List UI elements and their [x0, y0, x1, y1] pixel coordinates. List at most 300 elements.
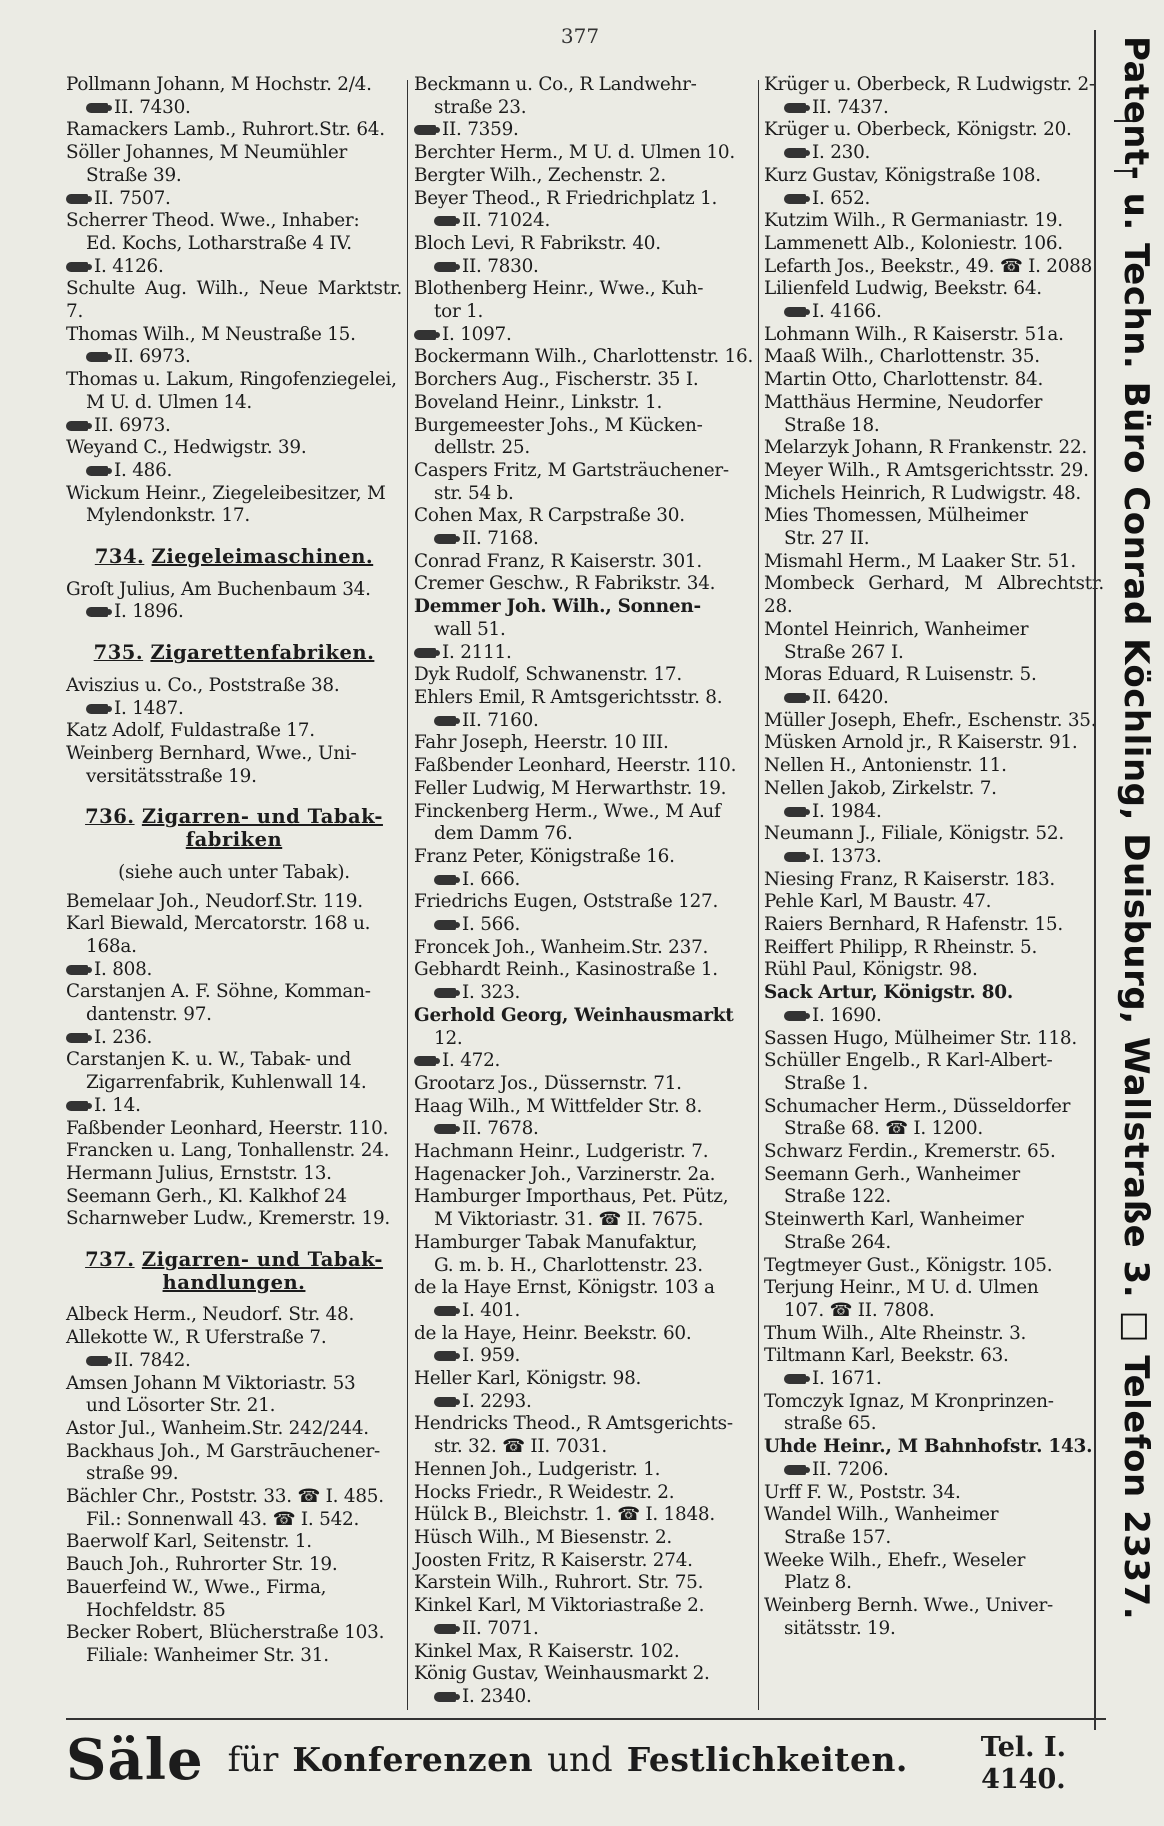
entry-continuation: [764, 1368, 1104, 1391]
phone-number: I. 401.: [462, 1299, 521, 1321]
telephone-icon: [66, 421, 88, 431]
entry-line: Weeke Wilh., Ehefr., Weseler: [764, 1549, 1026, 1571]
entry-line: Wandel Wilh., Wanheimer: [764, 1504, 999, 1526]
entry-line: Hüsch Wilh., M Biesenstr. 2.: [414, 1527, 672, 1548]
entry-line: Groſt Julius, Am Buchenbaum 34.: [66, 578, 371, 600]
entry-continuation: [764, 687, 1104, 710]
directory-entry: [764, 891, 1104, 914]
directory-entry: [414, 1141, 756, 1164]
directory-entry: [414, 596, 756, 664]
phone-number: I. 652.: [812, 187, 871, 209]
column-2: [414, 74, 756, 1707]
section-title: Zigarettenfabriken.: [150, 641, 375, 665]
entry-continuation: [66, 346, 402, 369]
telephone-icon: [434, 1351, 456, 1361]
directory-entry: [414, 278, 756, 346]
entry-continuation: M U. d. Ulmen 14.: [86, 391, 253, 413]
section-note: (siehe auch unter Tabak).: [118, 861, 350, 883]
directory-entry: [66, 913, 402, 981]
directory-entry: [414, 1595, 756, 1640]
telephone-icon: [784, 693, 806, 703]
entry-continuation: [414, 869, 756, 892]
directory-entry: [414, 165, 756, 188]
section-title: Zigarren- und Tabak- handlungen.: [141, 1248, 383, 1294]
telephone-icon: [414, 1056, 436, 1066]
entry-line: Feller Ludwig, M Herwarthstr. 19.: [414, 777, 727, 799]
directory-entry: [764, 664, 1104, 709]
phone-number: I. 1896.: [114, 601, 184, 623]
directory-entry: [764, 937, 1104, 960]
phone-number: I. 2340.: [462, 1685, 532, 1707]
section-number: 737.: [85, 1248, 135, 1272]
entry-line: Becker Robert, Blücherstraße 103.: [66, 1622, 385, 1644]
entry-line: Sack Artur, Königstr. 80.: [764, 982, 1013, 1004]
entry-continuation: [414, 982, 756, 1005]
directory-entry: [66, 1486, 402, 1531]
entry-continuation: [414, 1391, 756, 1414]
directory-entry: [414, 1527, 756, 1550]
entry-line: Neumann J., Filiale, Königstr. 52.: [764, 823, 1064, 845]
entry-line: Hermann Julius, Ernststr. 13.: [66, 1162, 332, 1184]
advert-tel-number: 4140.: [981, 1764, 1066, 1795]
entry-line: Faßbender Leonhard, Heerstr. 110.: [66, 1117, 389, 1139]
entry-continuation: [414, 528, 756, 551]
entry-line: Wickum Heinr., Ziegeleibesitzer, M: [66, 482, 386, 504]
entry-line: Borchers Aug., Fischerstr. 35 I.: [414, 369, 699, 391]
entry-line: Urff F. W., Poststr. 34.: [764, 1481, 961, 1503]
entry-line: Kinkel Karl, M Viktoriastraße 2.: [414, 1595, 705, 1617]
directory-entry: [66, 142, 402, 210]
telephone-icon: [784, 1374, 806, 1384]
entry-line: Cohen Max, R Carpstraße 30.: [414, 505, 685, 527]
entry-line: Pehle Karl, M Baustr. 47.: [764, 891, 992, 913]
advert-keyword: Konferenzen: [292, 1740, 534, 1779]
entry-line: Gebhardt Reinh., Kasinostraße 1.: [414, 959, 718, 981]
entry-line: Michels Heinrich, R Ludwigstr. 48.: [764, 482, 1082, 504]
section-title: Ziegeleimaschinen.: [151, 545, 374, 569]
phone-number: II. 7168.: [462, 528, 539, 550]
entry-continuation: M Viktoriastr. 31. ☎ II. 7675.: [434, 1209, 704, 1231]
directory-entry: [414, 801, 756, 846]
entry-line: Martin Otto, Charlottenstr. 84.: [764, 369, 1044, 391]
directory-entry: [764, 1096, 1104, 1141]
phone-number: II. 7842.: [114, 1349, 191, 1371]
telephone-icon: [66, 1033, 88, 1043]
directory-entry: [66, 483, 402, 528]
directory-entry: [414, 1323, 756, 1368]
entry-line: Bauch Joh., Ruhrorter Str. 19.: [66, 1554, 338, 1576]
directory-entry: [414, 1186, 756, 1231]
entry-line: Blothenberg Heinr., Wwe., Kuh-: [414, 278, 704, 300]
telephone-icon: [784, 807, 806, 817]
directory-entry: [66, 74, 402, 119]
entry-line: Carstanjen A. F. Söhne, Komman-: [66, 981, 371, 1003]
directory-entry: [66, 119, 402, 142]
entry-continuation: Straße 18.: [784, 414, 880, 436]
entry-continuation: str. 54 b.: [434, 482, 514, 504]
entry-line: Fahr Joseph, Heerstr. 10 III.: [414, 732, 669, 754]
directory-entry: [66, 1118, 402, 1141]
phone-number: I. 566.: [462, 914, 521, 936]
entry-line: Rühl Paul, Königstr. 98.: [764, 959, 978, 981]
entry-line: Hachmann Heinr., Ludgeristr. 7.: [414, 1141, 709, 1163]
directory-entry: [764, 573, 1104, 618]
entry-line: Reiffert Philipp, R Rheinstr. 5.: [764, 936, 1038, 958]
sidebar-advert-text: Patent- u. Techn. Büro Conrad Köchling, Duisburg, Wallstraße 3. □ Telefon 2337.: [1116, 36, 1156, 1621]
telephone-icon: [86, 607, 108, 617]
directory-entry: [66, 1327, 402, 1372]
telephone-icon: [434, 1397, 456, 1407]
entry-line: Nellen Jakob, Zirkelstr. 7.: [764, 777, 997, 799]
phone-number: I. 230.: [812, 142, 871, 164]
directory-entry: [764, 1164, 1104, 1209]
directory-entry: [414, 937, 756, 960]
entry-line: Allekotte W., R Uferstraße 7.: [66, 1327, 327, 1349]
telephone-icon: [434, 262, 456, 272]
entry-line: Hocks Friedr., R Weidestr. 2.: [414, 1481, 675, 1503]
entry-line: Weinberg Bernh. Wwe., Univer-: [764, 1595, 1053, 1617]
directory-entry: [764, 165, 1104, 210]
sidebar-advert: [1094, 30, 1154, 1730]
phone-number: I. 14.: [94, 1094, 141, 1116]
entry-line: de la Haye Ernst, Königstr. 103 a: [414, 1277, 715, 1299]
phone-number: I. 1097.: [442, 323, 512, 345]
entry-line: Thomas u. Lakum, Ringofenziegelei,: [66, 369, 397, 391]
entry-continuation: [764, 801, 1104, 824]
entry-line: Müller Joseph, Ehefr., Eschenstr. 35.: [764, 709, 1097, 731]
entry-line: Karstein Wilh., Ruhrort. Str. 75.: [414, 1572, 704, 1594]
entry-continuation: [414, 1618, 756, 1641]
entry-continuation: dellstr. 25.: [434, 437, 530, 459]
telephone-icon: [434, 216, 456, 226]
directory-entry: [764, 324, 1104, 347]
entry-continuation: G. m. b. H., Charlottenstr. 23.: [434, 1254, 703, 1276]
entry-line: Müsken Arnold jr., R Kaiserstr. 91.: [764, 732, 1078, 754]
entry-line: Kutzim Wilh., R Germaniastr. 19.: [764, 210, 1063, 232]
entry-line: Lammenett Alb., Koloniestr. 106.: [764, 232, 1063, 254]
directory-entry: [66, 1304, 402, 1327]
telephone-icon: [66, 194, 88, 204]
directory-entry: [66, 1554, 402, 1577]
directory-entry: [414, 959, 756, 1004]
directory-entry: [764, 982, 1104, 1027]
entry-continuation: dantenstr. 97.: [86, 1004, 212, 1026]
entry-continuation: Straße 157.: [784, 1527, 891, 1548]
entry-line: Carstanjen K. u. W., Tabak- und: [66, 1049, 352, 1071]
column-1: [66, 74, 402, 1694]
entry-line: Heller Karl, Königstr. 98.: [414, 1368, 642, 1390]
directory-entry: [764, 1323, 1104, 1346]
directory-entry: [414, 1277, 756, 1322]
bottom-advert: [66, 1728, 1106, 1820]
telephone-icon: [434, 875, 456, 885]
directory-entry: [414, 1413, 756, 1458]
entry-continuation: Filiale: Wanheimer Str. 31.: [86, 1645, 329, 1666]
telephone-icon: [784, 307, 806, 317]
directory-entry: [66, 675, 402, 720]
directory-entry: [414, 687, 756, 732]
directory-entry: [414, 1005, 756, 1073]
phone-number: I. 808.: [94, 958, 153, 980]
advert-tel-label: Tel. I.: [980, 1732, 1066, 1763]
telephone-icon: [66, 965, 88, 975]
phone-number: II. 71024.: [462, 210, 551, 232]
phone-number: I. 1671.: [812, 1368, 882, 1390]
entry-line: Mismahl Herm., M Laaker Str. 51.: [764, 550, 1076, 572]
phone-number: I. 2111.: [442, 641, 512, 663]
directory-entry: [414, 778, 756, 801]
telephone-icon: [86, 352, 108, 362]
entry-continuation: wall 51.: [434, 618, 506, 640]
directory-entry: [764, 755, 1104, 778]
entry-line: Lilienfeld Ludwig, Beekstr. 64.: [764, 278, 1042, 300]
entry-line: Joosten Fritz, R Kaiserstr. 274.: [414, 1549, 693, 1571]
entry-line: Ramackers Lamb., Ruhrort.Str. 64.: [66, 119, 385, 141]
entry-continuation: Straße 1.: [784, 1072, 869, 1094]
directory-entry: [414, 664, 756, 687]
entry-line: Scherrer Theod. Wwe., Inhaber:: [66, 210, 360, 232]
directory-entry: [414, 415, 756, 460]
directory-entry: [764, 1391, 1104, 1436]
directory-entry: [414, 1368, 756, 1413]
entry-continuation: [764, 1005, 1104, 1028]
entry-line: Berchter Herm., M U. d. Ulmen 10.: [414, 142, 735, 164]
entry-line: Thomas Wilh., M Neustraße 15.: [66, 323, 356, 345]
entry-line: Maaß Wilh., Charlottenstr. 35.: [764, 346, 1040, 368]
entry-line: Froncek Joh., Wanheim.Str. 237.: [414, 936, 709, 958]
phone-number: II. 7678.: [462, 1118, 539, 1140]
entry-line: Haag Wilh., M Wittfelder Str. 8.: [414, 1095, 703, 1117]
directory-entry: [66, 891, 402, 914]
entry-continuation: [764, 846, 1104, 869]
entry-line: Baerwolf Karl, Seitenstr. 1.: [66, 1531, 312, 1553]
entry-continuation: [764, 188, 1104, 211]
entry-line: Bauerfeind W., Wwe., Firma,: [66, 1576, 327, 1598]
entry-line: Matthäus Hermine, Neudorfer: [764, 391, 1043, 413]
telephone-icon: [434, 716, 456, 726]
entry-line: Beckmann u. Co., R Landwehr-: [414, 74, 697, 95]
directory-entry: [66, 579, 402, 624]
entry-line: Albeck Herm., Neudorf. Str. 48.: [66, 1304, 355, 1326]
entry-line: Bergter Wilh., Zechenstr. 2.: [414, 164, 666, 186]
entry-continuation: [414, 256, 756, 279]
phone-number: I. 323.: [462, 982, 521, 1004]
section-title: Zigarren- und Tabak- fabriken: [141, 805, 383, 852]
entry-continuation: [66, 1350, 402, 1373]
telephone-icon: [414, 330, 436, 340]
phone-number: II. 7071.: [462, 1617, 539, 1639]
directory-entry: [66, 1418, 402, 1441]
telephone-icon: [66, 262, 88, 272]
directory-entry: [414, 392, 756, 415]
entry-line: Montel Heinrich, Wanheimer: [764, 618, 1029, 640]
directory-entry: [764, 460, 1104, 483]
directory-entry: [66, 981, 402, 1049]
entry-continuation: dem Damm 76.: [434, 823, 573, 845]
advert-word: und: [547, 1740, 613, 1780]
directory-entry: [66, 278, 402, 323]
section-heading: [66, 1249, 402, 1294]
advert-divider: [66, 1718, 1106, 1720]
entry-line: Backhaus Joh., M Garstrāuchener-: [66, 1440, 380, 1462]
entry-line: Bemelaar Joh., Neudorf.Str. 119.: [66, 890, 363, 912]
entry-line: Tiltmann Karl, Beekstr. 63.: [764, 1345, 1009, 1367]
phone-number: II. 7206.: [812, 1458, 889, 1480]
directory-entry: [764, 1550, 1104, 1595]
directory-entry: [764, 74, 1104, 119]
directory-entry: [764, 483, 1104, 506]
entry-line: Weyand C., Hedwigstr. 39.: [66, 437, 307, 459]
entry-continuation: 12.: [434, 1027, 463, 1049]
directory-entry: [764, 823, 1104, 868]
entry-line: Lefarth Jos., Beekstr., 49. ☎ I. 2088: [764, 255, 1093, 277]
directory-entry: [764, 210, 1104, 233]
phone-number: I. 4166.: [812, 301, 882, 323]
directory-entry: [414, 891, 756, 936]
entry-line: Pollmann Johann, M Hochstr. 2/4.: [66, 74, 372, 95]
entry-line: Tegtmeyer Gust., Königstr. 105.: [764, 1254, 1053, 1276]
directory-entry: [764, 1595, 1104, 1640]
directory-entry: [66, 1622, 402, 1667]
directory-entry: [414, 732, 756, 755]
entry-line: Gerhold Georg, Weinhausmarkt: [414, 1004, 734, 1026]
directory-entry: [764, 869, 1104, 892]
directory-entry: [414, 233, 756, 278]
entry-line: Schwarz Ferdin., Kremerstr. 65.: [764, 1141, 1056, 1163]
entry-line: Caspers Fritz, M Gartsträuchener-: [414, 459, 729, 481]
entry-line: Demmer Joh. Wilh., Sonnen-: [414, 596, 701, 618]
directory-entry: [764, 1436, 1104, 1481]
entry-line: Nellen H., Antonienstr. 11.: [764, 755, 1007, 777]
entry-line: Conrad Franz, R Kaiserstr. 301.: [414, 550, 702, 572]
directory-entry: [414, 573, 756, 596]
section-heading: [66, 642, 402, 665]
directory-entry: [414, 846, 756, 891]
entry-line: Hamburger Tabak Manufaktur,: [414, 1231, 698, 1253]
phone-number: I. 236.: [94, 1026, 153, 1048]
directory-entry: [764, 437, 1104, 460]
directory-entry: [414, 551, 756, 574]
entry-line: Thum Wilh., Alte Rheinstr. 3.: [764, 1322, 1027, 1344]
directory-entry: [414, 1550, 756, 1573]
section-heading: [66, 806, 402, 851]
entry-continuation: Zigarrenfabrik, Kuhlenwall 14.: [86, 1072, 367, 1094]
telephone-icon: [434, 1692, 456, 1702]
page-number: 377: [560, 24, 600, 48]
directory-entry: [66, 720, 402, 743]
entry-line: Beyer Theod., R Friedrichplatz 1.: [414, 187, 718, 209]
entry-line: de la Haye, Heinr. Beekstr. 60.: [414, 1322, 692, 1344]
directory-entry: [414, 1663, 756, 1708]
phone-number: II. 6973.: [114, 346, 191, 368]
directory-entry: [66, 1208, 402, 1231]
directory-entry: [414, 1232, 756, 1277]
phone-number: II. 6420.: [812, 686, 889, 708]
entry-line: Faßbender Leonhard, Heerstr. 110.: [414, 755, 737, 777]
telephone-icon: [784, 1465, 806, 1475]
directory-entry: [764, 119, 1104, 164]
phone-number: II. 7160.: [462, 709, 539, 731]
column-divider: [758, 80, 759, 1710]
entry-line: Francken u. Lang, Tonhallenstr. 24.: [66, 1140, 390, 1162]
entry-line: Karl Biewald, Mercatorstr. 168 u.: [66, 913, 371, 935]
phone-number: I. 959.: [462, 1345, 521, 1367]
directory-entry: [414, 755, 756, 778]
telephone-icon: [784, 852, 806, 862]
entry-line: Burgemeester Johs., M Kücken-: [414, 414, 703, 436]
advert-keyword: Festlichkeiten.: [626, 1740, 908, 1779]
telephone-icon: [434, 988, 456, 998]
entry-continuation: [414, 210, 756, 233]
directory-entry: [764, 1028, 1104, 1051]
directory-entry: [764, 710, 1104, 733]
directory-entry: [764, 1255, 1104, 1278]
directory-entry: [764, 1277, 1104, 1322]
telephone-icon: [434, 534, 456, 544]
entry-continuation: [66, 460, 402, 483]
phone-number: I. 666.: [462, 868, 521, 890]
entry-line: Niesing Franz, R Kaiserstr. 183.: [764, 868, 1056, 890]
telephone-icon: [414, 125, 436, 135]
entry-continuation: str. 32. ☎ II. 7031.: [434, 1436, 608, 1458]
entry-line: Hülck B., Bleichstr. 1. ☎ I. 1848.: [414, 1504, 715, 1526]
entry-line: Hamburger Importhaus, Pet. Pütz,: [414, 1186, 729, 1208]
telephone-icon: [784, 148, 806, 158]
section-number: 736.: [85, 805, 135, 829]
section-heading: [66, 546, 402, 569]
phone-number: II. 7830.: [462, 255, 539, 277]
telephone-icon: [86, 466, 108, 476]
directory-entry: [414, 1641, 756, 1664]
entry-line: Finckenberg Herm., Wwe., M Auf: [414, 800, 721, 822]
column-3: [764, 74, 1104, 1694]
directory-entry: [66, 324, 402, 369]
entry-line: Sassen Hugo, Mülheimer Str. 118.: [764, 1027, 1077, 1049]
entry-line: König Gustav, Weinhausmarkt 2.: [414, 1663, 710, 1685]
entry-continuation: tor 1.: [434, 301, 484, 323]
entry-continuation: [66, 97, 402, 120]
entry-continuation: sitätsstr. 19.: [784, 1617, 896, 1639]
entry-line: Amsen Johann M Viktoriastr. 53: [66, 1372, 356, 1394]
entry-line: Krüger u. Oberbeck, R Ludwigstr. 2-: [764, 74, 1095, 95]
telephone-icon: [434, 1124, 456, 1134]
directory-entry: [414, 142, 756, 165]
telephone-icon: [784, 194, 806, 204]
advert-word: für: [227, 1740, 279, 1780]
entry-continuation: Straße 267 I.: [784, 641, 904, 663]
phone-number: II. 7359.: [442, 119, 519, 141]
phone-number: I. 472.: [442, 1050, 501, 1072]
entry-continuation: [414, 1686, 756, 1709]
entry-continuation: Straße 39.: [86, 164, 182, 186]
entry-line: Grootarz Jos., Düssernstr. 71.: [414, 1072, 682, 1094]
entry-line: Hagenacker Joh., Varzinerstr. 2a.: [414, 1163, 716, 1185]
directory-entry: [66, 369, 402, 437]
entry-line: Bächler Chr., Poststr. 33. ☎ I. 485.: [66, 1486, 384, 1508]
entry-continuation: [66, 601, 402, 624]
telephone-icon: [86, 1356, 108, 1366]
directory-entry: [66, 743, 402, 788]
entry-line: Ehlers Emil, R Amtsgerichtsstr. 8.: [414, 686, 723, 708]
telephone-icon: [66, 1101, 88, 1111]
phone-number: I. 1690.: [812, 1004, 882, 1026]
directory-entry: [414, 460, 756, 505]
entry-line: Lohmann Wilh., R Kaiserstr. 51a.: [764, 323, 1064, 345]
directory-entry: [66, 1140, 402, 1163]
entry-line: Krüger u. Oberbeck, Königstr. 20.: [764, 119, 1072, 141]
entry-line: Moras Eduard, R Luisenstr. 5.: [764, 664, 1037, 686]
entry-continuation: [764, 301, 1104, 324]
